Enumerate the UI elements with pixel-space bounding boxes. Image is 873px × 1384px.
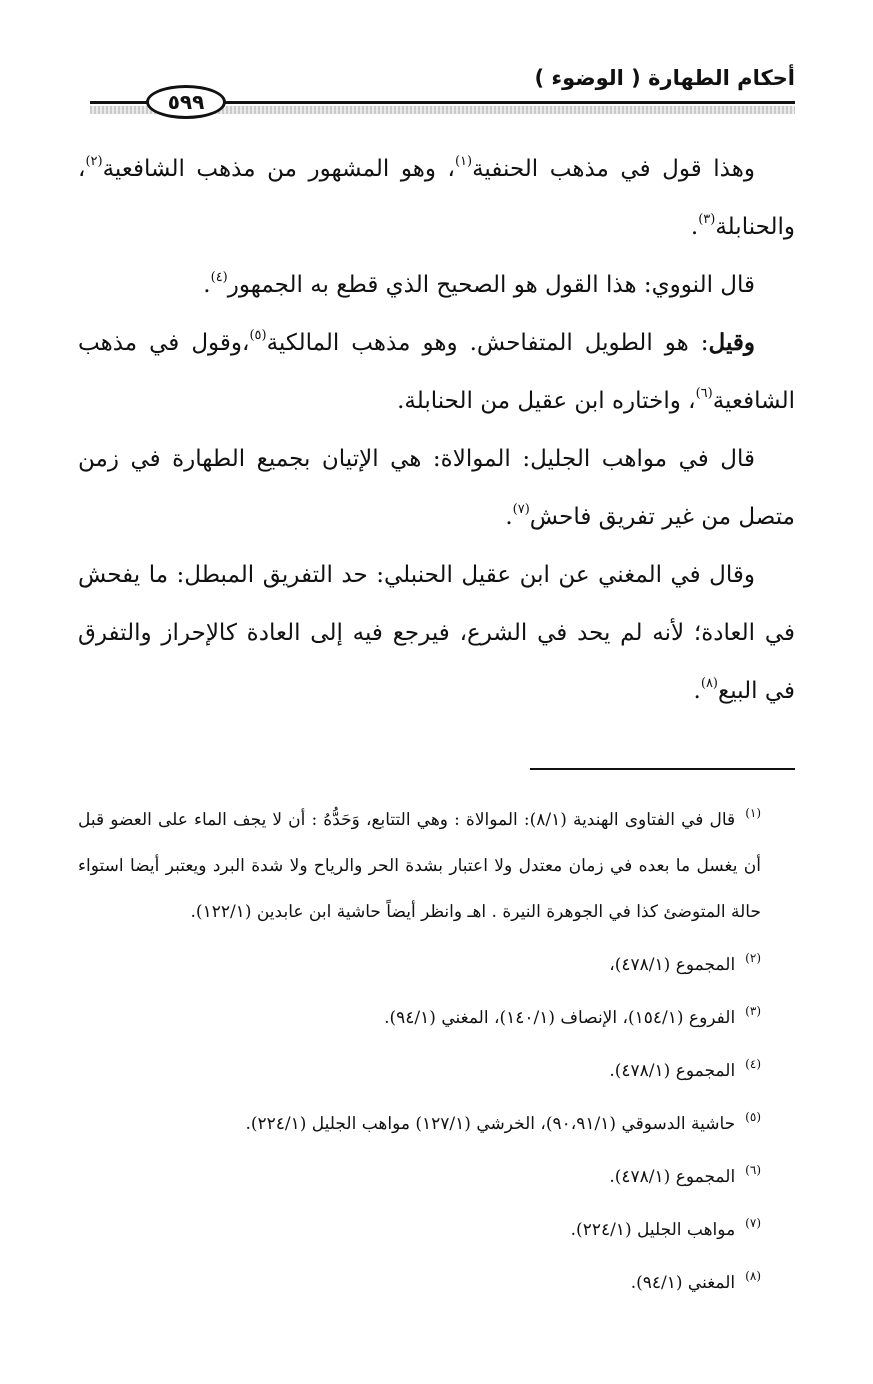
page-number-text: ٥٩٩ (167, 90, 205, 114)
footnote-marker: (١) (745, 806, 762, 820)
footnote-text: الفروع (١٥٤/١)، الإنصاف (١٤٠/١)، المغني (٩٤/١). (384, 1008, 736, 1028)
footnote-text: المجموع (٤٧٨/١). (609, 1061, 736, 1081)
paragraph-2 (78, 256, 795, 314)
footnote-ref-6[interactable]: (٦) (695, 386, 713, 401)
footnote-6 (78, 1147, 795, 1200)
paragraph-text: . (505, 504, 513, 530)
footnote-marker: (٨) (745, 1269, 761, 1283)
paragraph-text: قال في مواهب الجليل: الموالاة: هي الإتيان بجميع الطهارة في زمن متصل من غير تفريق فاحش (78, 446, 795, 530)
running-header-title: أحكام الطهارة ( الوضوء ) (534, 66, 795, 90)
page-number (146, 85, 226, 119)
footnote-marker: (٧) (745, 1216, 761, 1230)
footnote-5 (78, 1094, 795, 1147)
footnote-ref-5[interactable]: (٥) (249, 328, 267, 343)
footnote-2 (78, 935, 795, 988)
footnote-ref-8[interactable]: (٨) (700, 676, 718, 691)
paragraph-text: ، واختاره ابن عقيل من الحنابلة. (397, 388, 696, 414)
footnote-text: المجموع (٤٧٨/١). (609, 1167, 736, 1187)
paragraph-text: ، والحنابلة (78, 156, 795, 240)
footnote-separator (530, 768, 795, 770)
footnotes-section (78, 790, 795, 1306)
footnote-ref-1[interactable]: (١) (454, 154, 473, 169)
footnote-8 (78, 1253, 795, 1306)
footnote-marker: (٤) (745, 1057, 761, 1071)
footnote-text: قال في الفتاوى الهندية (٨/١): الموالاة : وهي التتابع، وَحَدُّهُ : أن لا يجف الماء على العضو قبل أن يغسل ما بعده في زمان معتدل ولا اعتبار بشدة الحر والرياح ولا شدة البرد ويعتبر أيضا استواء حالة المتوضئ كذا في الجوهرة النيرة . اهـ وانظر أيضاً حاشية ابن عابدين (١٢٢/١). (78, 810, 761, 922)
paragraph-3 (78, 314, 795, 430)
footnote-text: مواهب الجليل (٢٢٤/١). (570, 1220, 736, 1240)
footnote-text: حاشية الدسوقي (٩٠،٩١/١)، الخرشي (١٢٧/١) مواهب الجليل (٢٢٤/١). (245, 1114, 736, 1134)
paragraph-text: : هو الطويل المتفاحش. وهو مذهب المالكية (266, 330, 709, 356)
paragraph-4 (78, 430, 795, 546)
footnote-text: المجموع (٤٧٨/١)، (609, 955, 736, 975)
footnote-7 (78, 1200, 795, 1253)
footnote-marker: (٣) (745, 1004, 761, 1018)
footnote-3 (78, 988, 795, 1041)
paragraph-text: . (693, 678, 701, 704)
footnote-marker: (٦) (745, 1163, 761, 1177)
paragraph-1 (78, 140, 795, 256)
footnote-marker: (٢) (745, 951, 761, 965)
footnote-marker: (٥) (745, 1110, 761, 1124)
bold-keyword: وقيل (708, 329, 755, 356)
footnote-1 (78, 790, 795, 935)
paragraph-text: ، وهو المشهور من مذهب الشافعية (102, 156, 455, 182)
footnote-text: المغني (٩٤/١). (630, 1273, 736, 1293)
paragraph-text: ،وقول في مذهب الشافعية (78, 330, 795, 414)
main-text (78, 140, 795, 720)
paragraph-text: وقال في المغني عن ابن عقيل الحنبلي: حد التفريق المبطل: ما يفحش في العادة؛ لأنه لم يحد في الشرع، فيرجع فيه إلى العادة كالإحراز والتفرق في البيع (78, 562, 795, 704)
paragraph-5 (78, 546, 795, 720)
footnote-ref-4[interactable]: (٤) (210, 270, 228, 285)
paragraph-text: . (203, 272, 211, 298)
footnote-ref-3[interactable]: (٣) (698, 212, 716, 227)
footnote-ref-7[interactable]: (٧) (512, 502, 530, 517)
footnote-4 (78, 1041, 795, 1094)
paragraph-text: قال النووي: هذا القول هو الصحيح الذي قطع به الجمهور (227, 272, 755, 298)
paragraph-text: وهذا قول في مذهب الحنفية (472, 156, 755, 182)
paragraph-text: . (690, 214, 699, 240)
footnote-ref-2[interactable]: (٢) (85, 154, 103, 169)
